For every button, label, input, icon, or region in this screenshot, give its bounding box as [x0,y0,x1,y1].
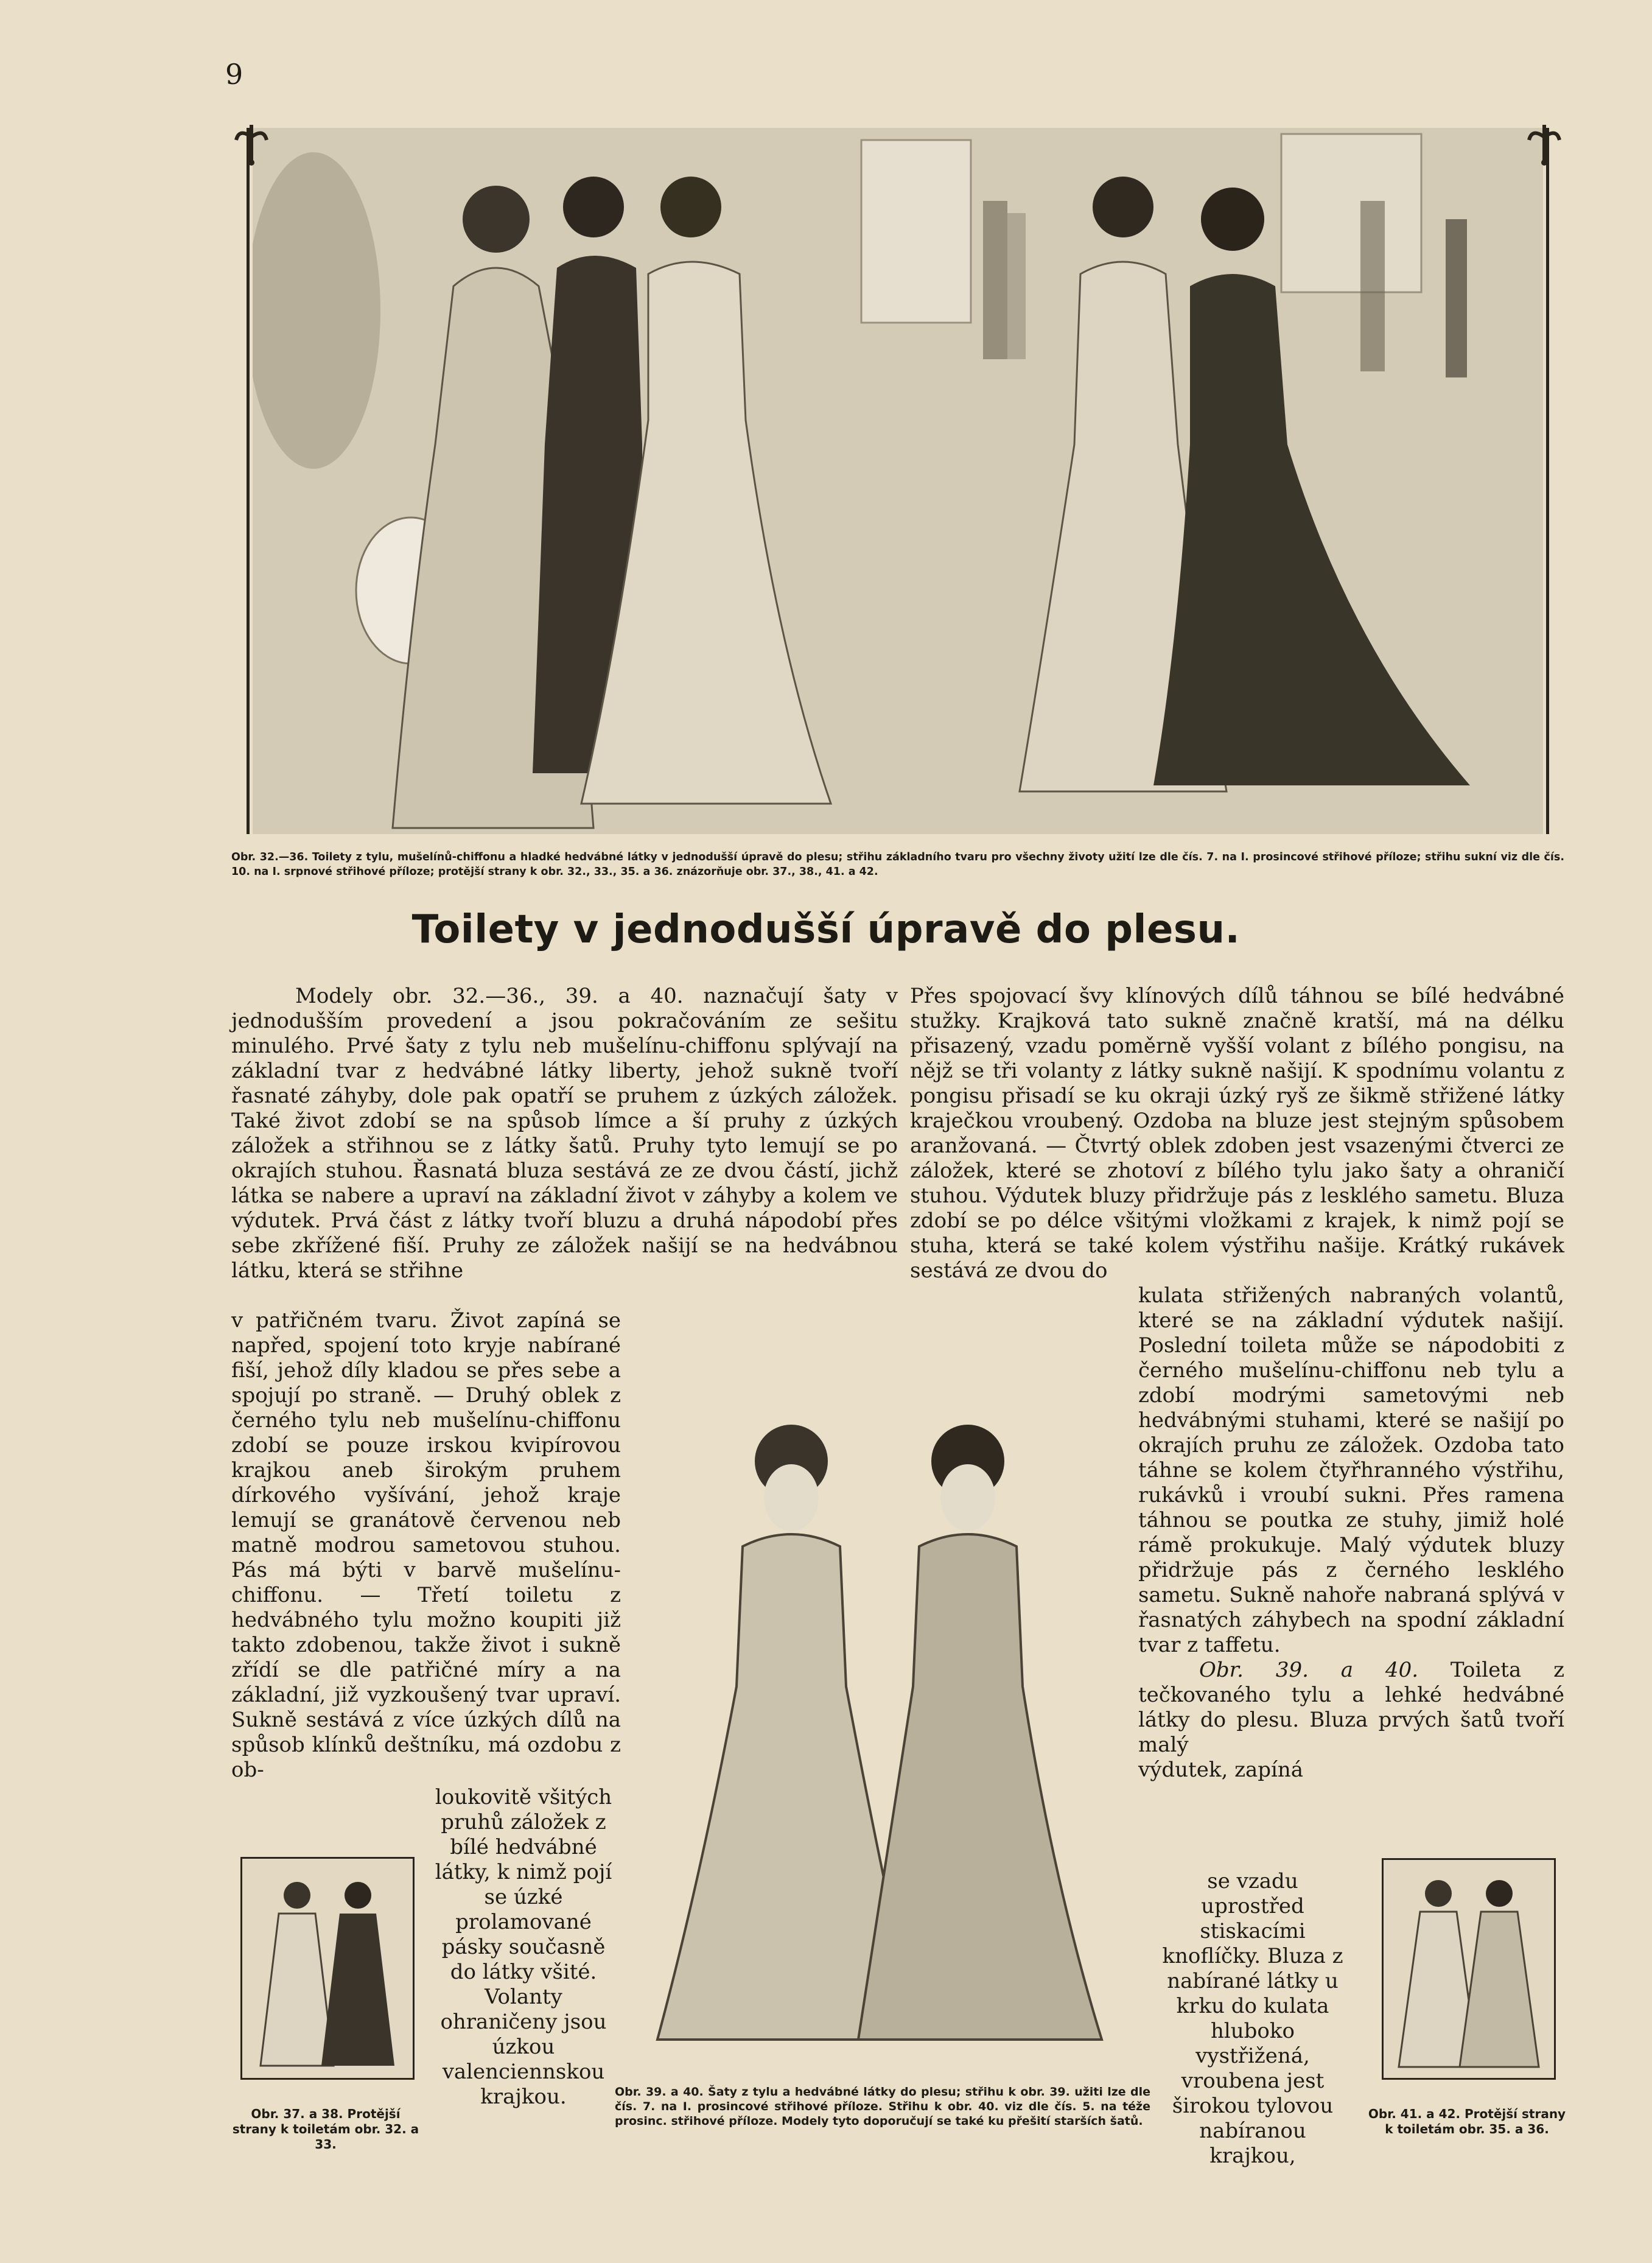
fashion-plate-illustration [247,128,1549,834]
caption-obr-41-42: Obr. 41. a 42. Protější strany k toiletám obr. 35. a 36. [1368,2107,1566,2136]
ballroom-scene-drawing [253,128,1543,834]
page-number: 9 [225,58,243,91]
ornament-corner-right-icon [1526,125,1563,167]
left-column-paragraph-top: Modely obr. 32.—36., 39. a 40. naznačují šaty v jednodušším provedení a jsou pokračováním ze sešitu minulého. Prvé šaty z tylu neb mušelínu-chiffonu splývají na základní tvar z hedvábné látky liberty, jehož sukně tvoří řasnaté záhyby, dole pak opatří se pruhem z úzkých záložek. Také život zdobí se na spůsob límce a ší pruhy z úzkých záložek a střihnou se z látky šatů. Pruhy tyto lemují se po okrajích stuhou. Řasnatá bluza sestává ze ze dvou částí, jichž látka se nabere a upraví na základní život v záhyby a kolem ve výdutek. Prvá část z látky tvoří bluzu a druhá nápodobí přes sebe zkřížené fiší. Pruhy ze záložek našijí se na hedvábnou látku, která se střihne [231,984,898,1283]
two-ball-gowns-drawing [651,1394,1114,2064]
caption-obr-39-40: Obr. 39. a 40. Šaty z tylu a hedvábné látky do plesu; střihu k obr. 39. užiti lze dle čís. 7. na I. prosincové střihové příloze. Střihu k obr. 40. viz dle čís. 5. na téže prosinc. střihové příloze. Modely tyto doporučují se také ku přešití starších šatů. [615,2085,1150,2128]
obr-39-40-label: Obr. 39. a 40. [1199,1658,1419,1682]
right-column-obr-paragraph [1138,1658,1564,1758]
right-column-paragraph-top: Přes spojovací švy klínových dílů táhnou se bílé hedvábné stužky. Krajková tato sukně značně kratší, má na délku přisazený, vzadu poměrně vyšší volant z bílého pongisu, na nějž se tři volanty z látky sukně našijí. K spodnímu volantu z pongisu přisadí se ku okraji úzký ryš ze šikmě střižené látky kraječkou vroubený. Ozdoba na bluze jest stejným spůsobem aranžovaná. — Čtvrtý oblek zdoben jest vsazenými čtverci ze záložek, které se zhotoví z bílého tylu jako šaty a ohraničí stuhou. Výdutek bluzy přidržuje pás z lesklého sametu. Bluza zdobí se po délce všitými vložkami z krajek, k nimž pojí se stuha, která se také kolem výstřihu našije. Krátký rukávek sestává ze dvou do [910,984,1564,1283]
illustration-obr-39-40 [651,1394,1114,2064]
left-column-paragraph-narrow: v patřičném tvaru. Život zapíná se napřed, spojení toto kryje nabírané fiší, jehož díly kladou se přes sebe a spojují po straně. — Druhý oblek z černého tylu neb mušelínu-chiffonu zdobí se pouze irskou kvipírovou krajkou aneb širokým pruhem dírkového vyšívání, jehož kraje lemují se granátově červenou neb matně modrou sametovou stuhou. Pás má býti v barvě mušelínu-chiffonu. — Třetí toiletu z hedvábného tylu možno koupiti již takto zdobenou, takže život i sukně zřídí se dle patřičné míry a na základní, již vyzkoušený tvar upraví. Sukně sestává z více úzkých dílů na spůsob klínků deštníku, má ozdobu z ob- [231,1308,621,1782]
back-view-gowns-drawing [1384,1860,1554,2078]
right-column-text-continued: kulata střižených nabraných volantů, které se na základní výdutek našijí. Poslední toileta může se nápodobiti z černého mušelínu-chiffonu neb tylu a zdobí modrými sametovými neb hedvábnými stuhami, které se našijí po okrajích pruhu ze záložek. Ozdoba tato táhne se kolem čtyřhranného výstřihu, rukávků i vroubí sukni. Přes ramena táhnou se poutka ze stuhy, jimiž holé rámě prokukuje. Malý výdutek bluzy přidržuje pás z černého lesklého sametu. Sukně nahoře nabraná splývá v řasnatých záhybech na spodní základní tvar z taffetu. [1138,1283,1564,1657]
ornament-corner-left-icon [233,125,270,167]
right-column-paragraph-narrow: výdutek, zapíná [1138,1758,1304,1782]
right-column-paragraph-narrower: se vzadu uprostřed stiskacími knoflíčky. Bluza z nabírané látky u krku do kulata hluboko vystřižená, vroubena jest širokou tylovou nabíranou krajkou, [1162,1869,1343,2168]
plate-caption: Obr. 32.—36. Toilety z tylu, mušelínů-chiffonu a hladké hedvábné látky v jednodušší úpravě do plesu; střihu základního tvaru pro všechny životy užití lze dle čís. 7. na I. prosincové střihové příloze; střihu sukní viz dle čís. 10. na I. srpnové střihové příloze; protější strany k obr. 32., 33., 35. a 36. znázorňuje obr. 37., 38., 41. a 42. [231,851,1564,878]
left-column-paragraph-narrower: loukovitě všitých pruhů záložek z bílé hedvábné látky, k nimž pojí se úzké prolamované pásky současně do látky všité. Volanty ohraničeny jsou úzkou valenciennskou krajkou. [435,1785,612,2109]
illustration-obr-41-42 [1382,1858,1556,2080]
back-view-dresses-drawing [242,1859,413,2078]
obr-39-40-text: Toileta z tečkovaného tylu a lehké hedvábné látky do plesu. Bluza prvých šatů tvoří malý [1138,1658,1565,1757]
plate-image [253,128,1543,834]
right-column-paragraph-mid [1138,1283,1564,1783]
page-headline: Toilety v jednodušší úpravě do plesu. [411,907,1241,952]
illustration-obr-37-38 [240,1857,415,2080]
caption-obr-37-38: Obr. 37. a 38. Protější strany k toiletám obr. 32. a 33. [232,2107,419,2152]
